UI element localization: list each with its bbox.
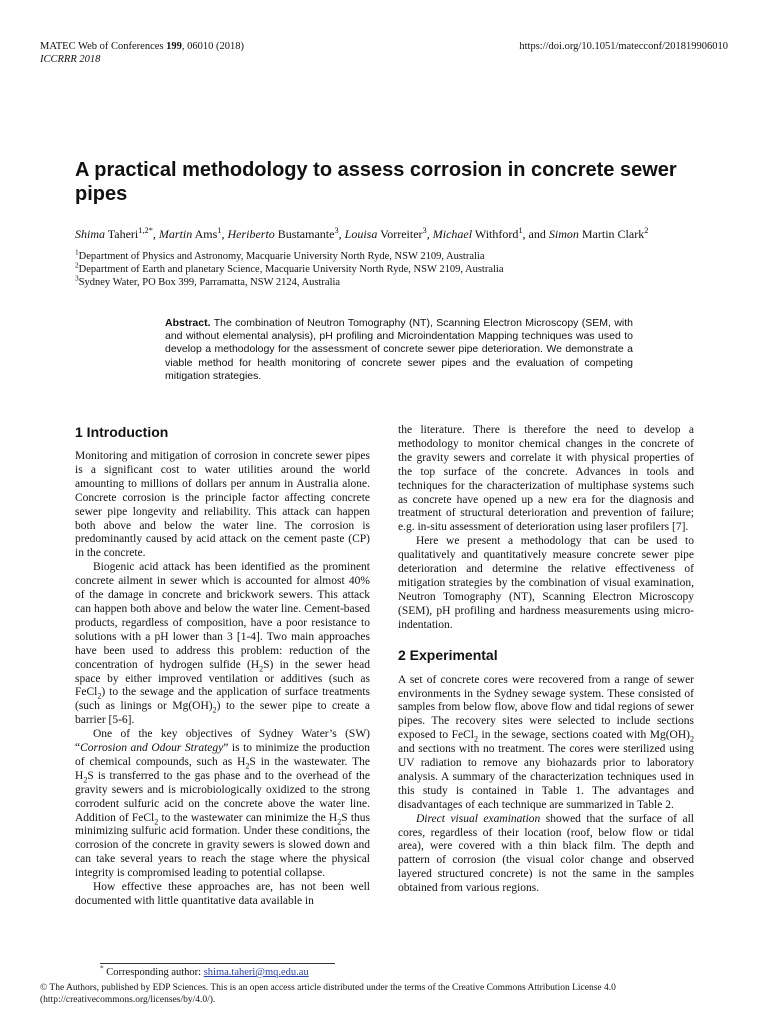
abstract (165, 317, 633, 383)
intro-paragraph-6: Here we present a methodology that can be used to qualitatively and quantitatively measure concrete sewer pipe deterioration and determine the relative effectiveness of mitigation strategies by the combination of visual examination, Neutron Tomography (NT), Scanning Electron Microscopy (SEM), pH profiling and hardness measurements using micro-indentation. (398, 535, 694, 631)
affiliation: $^2$Department of Earth and planetary Science, Macquarie University North Ryde, NSW 2109, Australia (75, 260, 504, 275)
section-heading-introduction: 1 Introduction (75, 424, 169, 440)
left-column (75, 424, 370, 909)
intro-paragraph-4: How effective these approaches are, has not been well documented with little quantitative data available in (75, 881, 370, 907)
license-notice: © The Authors, published by EDP Sciences. This is an open access article distributed under the terms of the Creative Commons Attribution License 4.0 (http://creativecommons.org/licenses/by/4.0/). (40, 983, 616, 1005)
affiliation-marker: 3 (334, 226, 339, 235)
running-header-left (40, 40, 244, 66)
footnote-marker: * (100, 963, 104, 973)
author-name: Simon Martin Clark$^2$ (548, 226, 649, 241)
author-name: Michael Withford$^1$ (432, 226, 523, 241)
affiliation-marker: 3 (422, 226, 427, 235)
author-name: Heriberto Bustamante$^3$ (227, 226, 339, 241)
intro-paragraph-1: Monitoring and mitigation of corrosion in concrete sewer pipes is a significant cost to water utilities around the world amounting to millions of dollars per annum in Australia alone. Concrete corrosion is the principle factor affecting concrete sewer pipe longevity and reliability. This attack can happen both above and below the water line. The corrosion is predominantly caused by acid attack on the cement paste (CP) in the concrete. (75, 450, 370, 560)
intro-paragraph-2: Biogenic acid attack has been identified as the prominent concrete ailment in sewer which is accounted for almost 40% of the damage in concrete and brickwork sewers. This attack can happen both above and below the water line. Cement-based products, regardless of composition, have a poor resistance to solutions with a pH lower than 3 [1-4]. Two main approaches have been used to address this problem: reduction of the concentration of hydrogen sulfide $(H_2S)$ in the sewer head space by either improved ventilation or additives (such as FeCl$_2$) to the sewage and the application of surface treatments (such as linings or $Mg(OH)_2$) to the sewer pipe to create a barrier [5-6]. (75, 561, 370, 727)
abstract-text: The combination of Neutron Tomography (NT), Scanning Electron Microscopy (SEM, with and without elemental analysis), pH profiling and Microindentation Mapping techniques was used to develop a methodology for the assessment of concrete sewer pipe deterioration. We demonstrate a viable method for health monitoring of concrete sewer pipes and the evaluation of competing mitigation strategies. (165, 317, 633, 382)
abstract-label: Abstract. (165, 317, 211, 329)
right-column (398, 424, 694, 896)
affiliation-marker: 1,2* (138, 226, 153, 235)
section-heading-experimental: 2 Experimental (398, 646, 498, 663)
direct-visual-examination-term: Direct visual examination (416, 812, 541, 825)
journal-citation: MATEC Web of Conferences 199, 06010 (2018) (40, 41, 244, 52)
intro-paragraph-5: the literature. There is therefore the need to develop a methodology to monitor chemical changes in the concrete of the gravity sewers and correlate it with physical properties of the top surface of the concrete. Advances in tools and techniques for the characterization of multiphase systems such as concrete have opened up a new era for the diagnosis and treatment of structural deterioration and prevention of failure; e.g. in-situ assessment of deterioration using laser profilers [7]. (398, 424, 694, 534)
affiliation-marker: 1 (217, 226, 222, 235)
author-list: Shima Taheri$^{1,2*}$, Martin Ams$^1$, Heriberto Bustamante$^3$, Louisa Vorreiter$^3$, Michael Withford$^1$, and Simon Martin Clark$^2$ (75, 226, 649, 241)
author-name: Louisa Vorreiter$^3$ (344, 226, 427, 241)
experimental-paragraph-1: A set of concrete cores were recovered from a range of sewer environments in the Sydney sewage system. These consisted of samples from below flow, above flow and tidal regions of sewer pipes. The recovery sites were selected to include sections exposed to FeCl$_2$ in the sewage, sections coated with $Mg(OH)_2$ and sections with no treatment. The cores were sterilized using UV radiation to remove any biohazards prior to laboratory analysis. A summary of the characterization techniques used in this study is contained in Table 1. The advantages and disadvantages of each technique are summarized in Table 2. (398, 673, 694, 811)
corresponding-author-footnote: * Corresponding author: shima.taheri@mq.edu.au (100, 963, 309, 978)
author-name: Martin Ams$^1$ (158, 226, 222, 241)
author-name: Shima Taheri$^{1,2*}$ (75, 226, 153, 241)
affiliation: $^1$Department of Physics and Astronomy, Macquarie University North Ryde, NSW 2109, Australia (75, 247, 485, 262)
experimental-paragraph-2: Direct visual examination showed that the surface of all cores, regardless of their location (roof, below flow or tidal area), were covered with a thin black film. The depth and pattern of corrosion (the visual color change and observed layered structured concrete) is not the same in the samples obtained from various regions. (398, 812, 694, 895)
footnote-divider (100, 963, 335, 964)
conference-name: ICCRRR 2018 (40, 54, 101, 65)
affiliation-marker: 1 (518, 226, 523, 235)
intro-paragraph-3: One of the key objectives of Sydney Water’s (SW) “Corrosion and Odour Strategy” is to minimize the production of chemical compounds, such as $H_2S$ in the wastewater. The $H_2S$ is transferred to the gas phase and to the overhead of the gravity sewers and is microbiologically oxidized to the strong corrodent sulfuric acid on the concrete above the water line. Addition of FeCl$_2$ to the wastewater can minimize the $H_2S$ thus minimizing sulfuric acid formation. Under these conditions, the corrosion of the concrete in gravity sewers is slowed down and can take several years to reach the stage where the physical integrity is compromised leading to potential collapse. (75, 728, 370, 880)
affiliation: $^3$Sydney Water, PO Box 399, Parramatta, NSW 2124, Australia (75, 273, 341, 288)
author-email-link[interactable]: shima.taheri@mq.edu.au (203, 967, 309, 978)
affiliation-list (75, 247, 715, 289)
affiliation-marker: 2 (644, 226, 649, 235)
doi-link[interactable]: https://doi.org/10.1051/matecconf/201819906010 (519, 41, 728, 52)
paper-title: A practical methodology to assess corrosion in concrete sewer pipes (75, 159, 677, 205)
volume-number: 199 (166, 41, 182, 52)
strategy-name: Corrosion and Odour Strategy (80, 742, 224, 755)
